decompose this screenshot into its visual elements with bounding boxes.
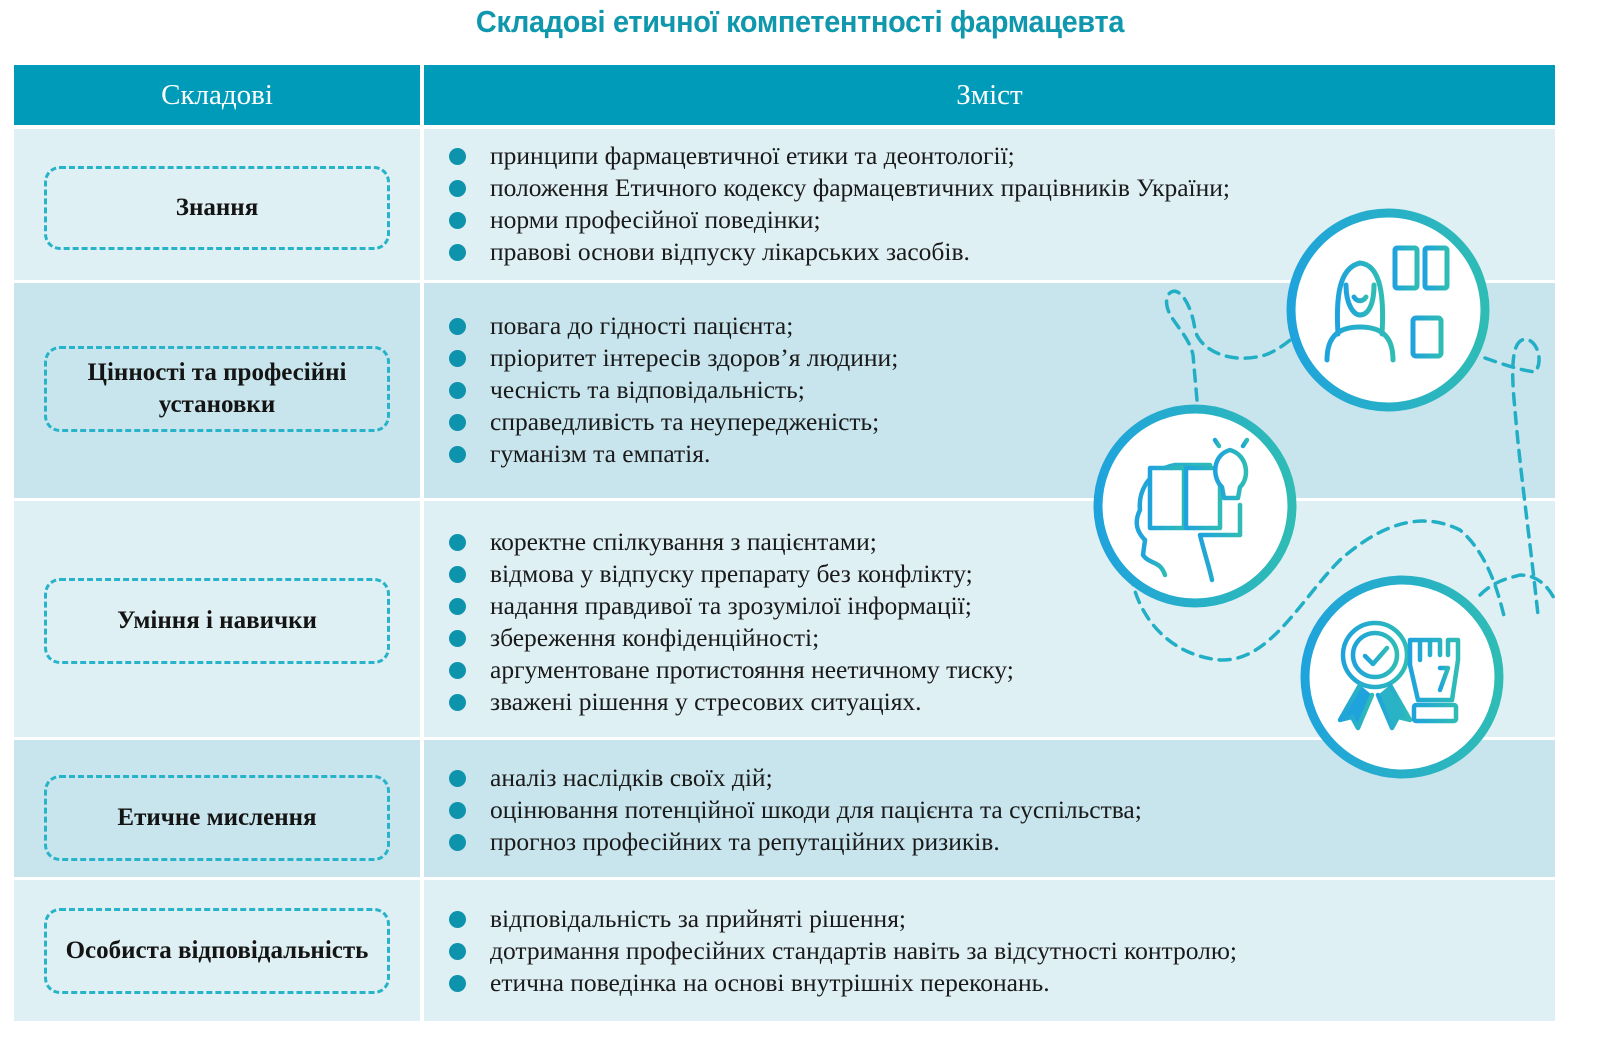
- bullet-icon: [449, 694, 466, 711]
- list-item: відмова у відпуску препарату без конфлікту;: [444, 558, 1014, 590]
- bullet-icon: [449, 318, 466, 335]
- bullet-icon: [449, 414, 466, 431]
- row-responsibility-label-cell: [14, 880, 420, 1021]
- bullet-icon: [449, 834, 466, 851]
- list-item: дотримання професійних стандартів навіть за відсутності контролю;: [444, 935, 1237, 967]
- row-thinking-content-cell: [424, 740, 1555, 877]
- row-values-content-cell: [424, 283, 1555, 498]
- thinking-list: [444, 762, 1142, 858]
- values-list: [444, 310, 898, 470]
- bullet-icon: [449, 943, 466, 960]
- bullet-icon: [449, 911, 466, 928]
- list-item: норми професійної поведінки;: [444, 204, 1230, 236]
- bullet-icon: [449, 244, 466, 261]
- row-responsibility-content-cell: [424, 880, 1555, 1021]
- list-item: збереження конфіденційності;: [444, 622, 1014, 654]
- row-knowledge-content-cell: [424, 129, 1555, 280]
- responsibility-list: [444, 903, 1237, 999]
- skills-list: [444, 526, 1014, 718]
- list-item: коректне спілкування з пацієнтами;: [444, 526, 1014, 558]
- bullet-icon: [449, 598, 466, 615]
- label-ethical-thinking: Етичне мислення: [44, 775, 390, 861]
- bullet-icon: [449, 446, 466, 463]
- list-item: гуманізм та емпатія.: [444, 438, 898, 470]
- label-values: Цінності та професійні установки: [44, 346, 390, 432]
- bullet-icon: [449, 975, 466, 992]
- list-item: аналіз наслідків своїх дій;: [444, 762, 1142, 794]
- row-knowledge-label-cell: [14, 129, 420, 280]
- list-item: надання правдивої та зрозумілої інформації;: [444, 590, 1014, 622]
- bullet-icon: [449, 148, 466, 165]
- bullet-icon: [449, 350, 466, 367]
- list-item: принципи фармацевтичної етики та деонтології;: [444, 140, 1230, 172]
- list-item: прогноз професійних та репутаційних ризиків.: [444, 826, 1142, 858]
- bullet-icon: [449, 534, 466, 551]
- row-skills-content-cell: [424, 501, 1555, 737]
- row-values-label-cell: [14, 283, 420, 498]
- label-personal-responsibility: Особиста відповідальність: [44, 908, 390, 994]
- list-item: етична поведінка на основі внутрішніх переконань.: [444, 967, 1237, 999]
- list-item: оцінювання потенційної шкоди для пацієнта та суспільства;: [444, 794, 1142, 826]
- row-skills-label-cell: [14, 501, 420, 737]
- list-item: правові основи відпуску лікарських засобів.: [444, 236, 1230, 268]
- header-components: Складові: [14, 65, 420, 125]
- bullet-icon: [449, 630, 466, 647]
- bullet-icon: [449, 802, 466, 819]
- bullet-icon: [449, 382, 466, 399]
- label-skills: Уміння і навички: [44, 578, 390, 664]
- bullet-icon: [449, 180, 466, 197]
- list-item: повага до гідності пацієнта;: [444, 310, 898, 342]
- header-content: Зміст: [424, 65, 1555, 125]
- list-item: чесність та відповідальність;: [444, 374, 898, 406]
- list-item: справедливість та неупередженість;: [444, 406, 898, 438]
- list-item: положення Етичного кодексу фармацевтичних працівників України;: [444, 172, 1230, 204]
- knowledge-list: [444, 140, 1230, 268]
- list-item: аргументоване протистояння неетичному тиску;: [444, 654, 1014, 686]
- bullet-icon: [449, 770, 466, 787]
- list-item: зважені рішення у стресових ситуаціях.: [444, 686, 1014, 718]
- page-title: Складові етичної компетентності фармацевта: [475, 4, 1125, 39]
- bullet-icon: [449, 662, 466, 679]
- row-thinking-label-cell: [14, 740, 420, 877]
- label-knowledge: Знання: [44, 166, 390, 250]
- list-item: відповідальність за прийняті рішення;: [444, 903, 1237, 935]
- bullet-icon: [449, 566, 466, 583]
- list-item: пріоритет інтересів здоров’я людини;: [444, 342, 898, 374]
- bullet-icon: [449, 212, 466, 229]
